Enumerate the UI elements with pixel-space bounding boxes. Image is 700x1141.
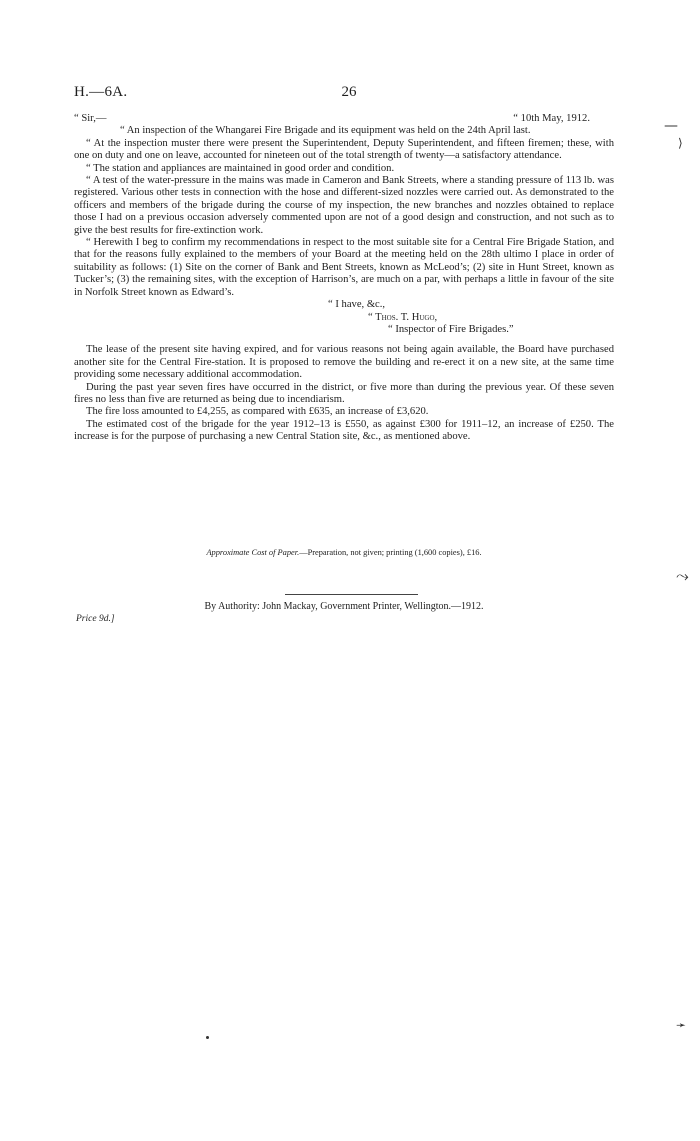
report-paragraph: The fire loss amounted to £4,255, as compared with £635, an increase of £3,620. [86,406,429,418]
divider-rule [285,594,418,595]
paragraph-gap [74,336,614,344]
margin-scan-mark: — [664,118,678,134]
letter-paragraph: “ Herewith I beg to confirm my recommendations in respect to the most suitable site for a Central Fire Brigade Station, and that for the reasons fully explained to the members of your Board at the meeting held on the 28th ultimo I place in order of suitability as follows: (1) Site on the corner of Bank and Bent Streets, known as McLeod’s; (2) site in Hunt Street, known as Tucker’s; (3) the remaining sites, with the exception of Harrison’s, are much on a par, with perhaps a little in favour of the site in Norfolk Street known as Edward’s. [74,237,614,298]
body-text [74,113,614,444]
margin-scan-mark: ➛ [676,1018,687,1032]
letter-salutation: “ Sir,— [74,113,107,124]
letter-date: “ 10th May, 1912. [513,113,590,124]
cost-text: —Preparation, not given; printing (1,600 copies), £16. [299,548,482,557]
report-paragraph: The lease of the present site having expired, and for various reasons not being again available, the Board have purchased another site for the Central Fire-station. It is proposed to remove the building and re-erect it on a new site, at the same time providing some necessary additional accommodation. [74,344,614,381]
report-paragraph: The estimated cost of the brigade for the year 1912–13 is £550, as against £300 for 1911–12, an increase of £250. The increase is for the purpose of purchasing a new Central Station site, &c., as mentioned above. [74,418,614,443]
printer-authority: By Authority: John Mackay, Government Printer, Wellington.—1912. [204,601,484,612]
letter-paragraph: “ The station and appliances are maintained in good order and condition. [86,162,395,174]
letter-paragraph: “ At the inspection muster there were present the Superintendent, Deputy Superintendent, and fifteen firemen; these, with one on duty and one on leave, accounted for nineteen out of the total strength of twenty—a satisfactory attendance. [74,137,614,162]
report-paragraph: During the past year seven fires have occurred in the district, or five more than during the previous year. Of these seven fires no less than five are returned as being due to incendiarism. [74,381,614,405]
page-number: 26 [341,84,357,100]
margin-scan-mark: ⟩ [678,136,683,150]
letter-closing: “ I have, &c., [328,299,386,311]
page-header [74,84,614,104]
cost-of-paper-note [74,548,614,557]
letter-paragraph: “ An inspection of the Whangarei Fire Brigade and its equipment was held on the 24th April last. [120,125,531,137]
signature-name: “ Thos. T. Hugo, [368,311,438,323]
margin-scan-mark: ⤳ [676,566,689,585]
document-reference: H.—6A. [74,84,128,100]
price-note: Price 9d.] [76,614,115,624]
scan-speck [206,1036,209,1039]
cost-label: Approximate Cost of Paper. [206,548,300,557]
signature-title: “ Inspector of Fire Brigades.” [388,323,514,335]
letter-heading [74,113,614,125]
letter-paragraph: “ A test of the water-pressure in the mains was made in Cameron and Bank Streets, where a standing pressure of 113 lb. was registered. Various other tests in connection with the hose and different-sized nozzles were carried out. As demonstrated to the officers and members of the brigade during the course of my inspection, the new branches and nozzles obtained to replace those I had on a previous occasion adversely commented upon are not of a good design and construction, and not such as to give the best results for fire-extinction work. [74,175,614,236]
